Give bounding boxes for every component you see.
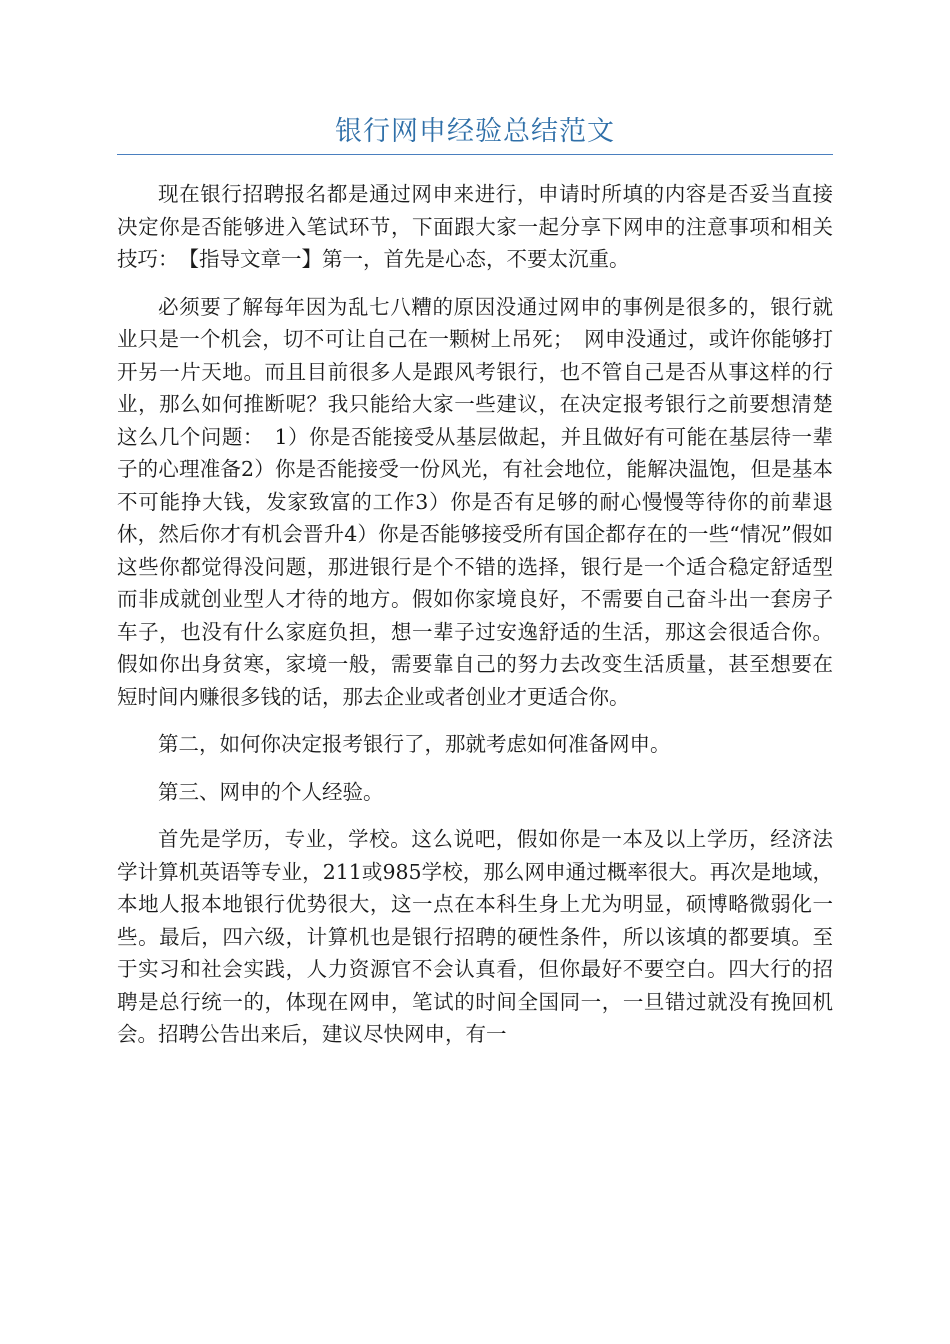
document-title: 银行网申经验总结范文 bbox=[335, 116, 615, 147]
paragraph-second: 第二，如何你决定报考银行了，那就考虑如何准备网申。 bbox=[158, 732, 671, 756]
paragraph-third: 第三、网申的个人经验。 bbox=[158, 779, 384, 804]
paragraph-intro: 现在银行招聘报名都是通过网申来进行，申请时所填的内容是否妥当直接决定你是否能够进入笔试环节，下面跟大家一起分享下网申的注意事项和相关技巧： 【指导文章一】第一，首先是心态，不要太沉重。 bbox=[117, 182, 833, 271]
document-body bbox=[117, 178, 833, 1066]
title-underline bbox=[117, 154, 833, 155]
paragraph-mindset: 必须要了解每年因为乱七八糟的原因没通过网申的事例是很多的，银行就业只是一个机会，切不可让自己在一颗树上吊死； 网申没通过，或许你能够打开另一片天地。而且目前很多人是跟风考银行，也不管自己是否从事这样的行业，那么如何推断呢？我只能给大家一些建议，在决定报考银行之前要想清楚这么几个问题： 1）你是否能接受从基层做起，并且做好有可能在基层待一辈子的心理准备2）你是否能接受一份风光，有社会地位，能解决温饱，但是基本不可能挣大钱，发家致富的工作3）你是否有足够的耐心慢慢等待你的前辈退休，然后你才有机会晋升4）你是否能够接受所有国企都存在的一些“情况”假如这些你都觉得没问题，那进银行是个不错的选择，银行是一个适合稳定舒适型而非成就创业型人才待的地方。假如你家境良好，不需要自己奋斗出一套房子车子，也没有什么家庭负担，想一辈子过安逸舒适的生活，那这会很适合你。假如你出身贫寒，家境一般，需要靠自己的努力去改变生活质量，甚至想要在短时间内赚很多钱的话，那去企业或者创业才更适合你。 bbox=[117, 294, 833, 709]
paragraph-education: 首先是学历，专业，学校。这么说吧，假如你是一本及以上学历，经济法学计算机英语等专业，211或985学校，那么网申通过概率很大。再次是地域，本地人报本地银行优势很大，这一点在本科生身上尤为明显，硕博略微弱化一些。最后，四六级，计算机也是银行招聘的硬性条件，所以该填的都要填。至于实习和社会实践，人力资源官不会认真看，但你最好不要空白。四大行的招聘是总行统一的，体现在网申，笔试的时间全国同一，一旦错过就没有挽回机会。招聘公告出来后，建议尽快网申，有一 bbox=[117, 827, 833, 1046]
